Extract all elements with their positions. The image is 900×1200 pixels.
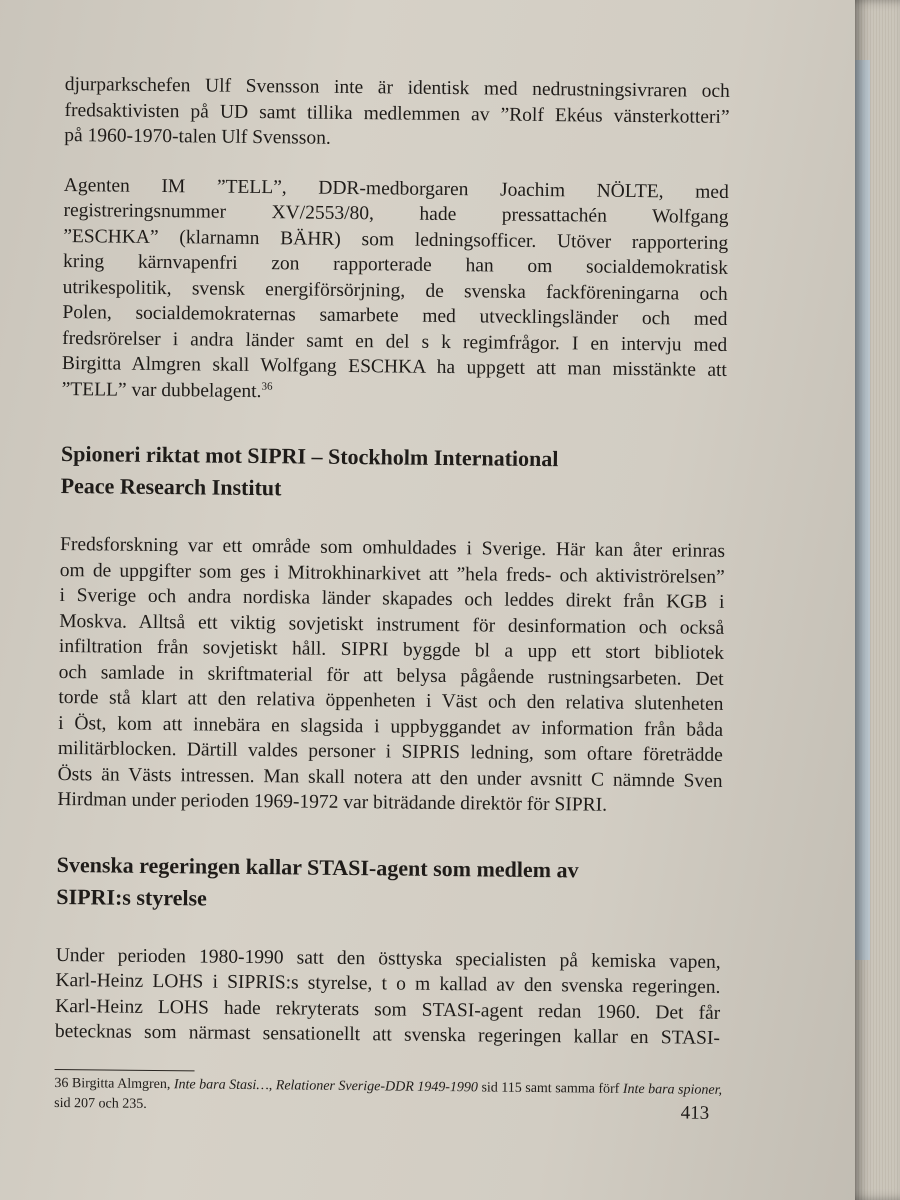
- footnote-number: 36: [54, 1075, 69, 1091]
- text-line: torde stå klart att den relativa öppenheten i Väst och den relativa slutenheten: [58, 686, 724, 715]
- section-heading-sipri: [60, 438, 726, 509]
- text-line: fredsrörelser i andra länder samt en del s k regimfrågor. I en intervju med: [62, 327, 728, 356]
- text-line: betecknas som närmast sensationellt att svenska regeringen kallar en STASI-: [54, 1020, 721, 1049]
- text-line: Östs än Västs intressen. Man skall notera att den under avsnitt C nämnde Sven: [57, 763, 723, 792]
- footnote-reference: 36: [261, 380, 273, 393]
- paragraph-1: [64, 72, 730, 155]
- heading-line: Svenska regeringen kallar STASI-agent som medlem av: [56, 851, 579, 882]
- text-line: Karl-Heinz LOHS hade rekryterats som STASI-agent redan 1960. Det får: [55, 995, 721, 1024]
- text-line: i Sverige och andra nordiska länder skapades och leddes direkt från KGB i: [59, 584, 725, 613]
- footnote-title: Inte bara Stasi…,: [173, 1076, 273, 1093]
- page-number: 413: [680, 1102, 710, 1124]
- footnote-author: Birgitta Almgren,: [71, 1075, 171, 1092]
- text-line: på 1960-1970-talen Ulf Svensson.: [64, 124, 331, 149]
- text-line: registreringsnummer XV/2553/80, hade pressattachén Wolfgang: [63, 199, 729, 228]
- text-line: militärblocken. Därtill valdes personer i SIPRIS ledning, som oftare företrädde: [57, 737, 723, 766]
- paragraph-4: [55, 942, 721, 1051]
- text-line: infiltration från sovjetiskt håll. SIPRI byggde bl a upp ett stort bibliotek: [58, 635, 725, 664]
- text-line: Agenten IM ”TELL”, DDR-medborgaren Joachim NÖLTE, med: [63, 174, 729, 203]
- footnote-text: sid 115 samt samma förf: [481, 1079, 620, 1097]
- text-line: ”ESCHKA” (klarnamn BÄHR) som ledningsofficer. Utöver rapportering: [63, 225, 729, 254]
- section-heading-regeringen: [56, 848, 722, 919]
- text-line: kring kärnvapenfri zon rapporterade han om socialdemokratisk: [62, 250, 729, 279]
- text-line: Hirdman under perioden 1969-1972 var biträdande direktör för SIPRI.: [57, 788, 608, 816]
- heading-line: Peace Research Institut: [60, 472, 282, 501]
- paragraph-2: [62, 172, 729, 408]
- footnote-divider: [55, 1068, 195, 1070]
- heading-line: Spioneri riktat mot SIPRI – Stockholm International: [60, 440, 559, 472]
- footnote: [54, 1073, 723, 1120]
- text-line: Polen, socialdemokraternas samarbete med utvecklingsländer och med: [62, 301, 728, 330]
- footnote-title: Relationer Sverige-DDR 1949-1990: [275, 1077, 479, 1095]
- paragraph-3: [57, 532, 725, 819]
- text-line: Moskva. Alltså ett viktig sovjetiskt instrument för desinformation och också: [59, 610, 725, 639]
- footnote-line: sid 207 och 235.: [54, 1095, 147, 1112]
- text-line: om de uppgifter som ges i Mitrokhinarkivet att ”hela freds- och aktiviströrelsen”: [59, 559, 725, 588]
- text-line: fredsaktivisten på UD samt tillika medlemmen av ”Rolf Ekéus vänsterkotteri”: [64, 99, 730, 128]
- footnote-title: Inte bara spioner,: [622, 1081, 723, 1098]
- text-line: Under perioden 1980-1990 satt den östtyska specialisten på kemiska vapen,: [55, 944, 721, 973]
- footer: [54, 1068, 723, 1124]
- text-line: utrikespolitik, svensk energiförsörjning, de svenska fackföreningarna och: [62, 276, 728, 305]
- text-line: djurparkschefen Ulf Svensson inte är identisk med nedrustningsivraren och: [64, 73, 730, 102]
- text-line: och samlade in skriftmaterial för att belysa pågående rustningsarbeten. Det: [58, 661, 724, 690]
- page-content: [54, 72, 730, 1124]
- text-line: Karl-Heinz LOHS i SIPRIS:s styrelse, t o m kallad av den svenska regeringen.: [55, 969, 721, 998]
- text-line: Fredsforskning var ett område som omhuldades i Sverige. Här kan åter erinras: [59, 533, 726, 562]
- text-line: i Öst, kom att innebära en slagsida i uppbyggandet av information från båda: [58, 712, 724, 741]
- heading-line: SIPRI:s styrelse: [56, 883, 208, 911]
- text-line: Birgitta Almgren skall Wolfgang ESCHKA ha uppgett att man misstänkte att: [61, 352, 728, 381]
- text-line: ”TELL” var dubbelagent.: [61, 378, 262, 402]
